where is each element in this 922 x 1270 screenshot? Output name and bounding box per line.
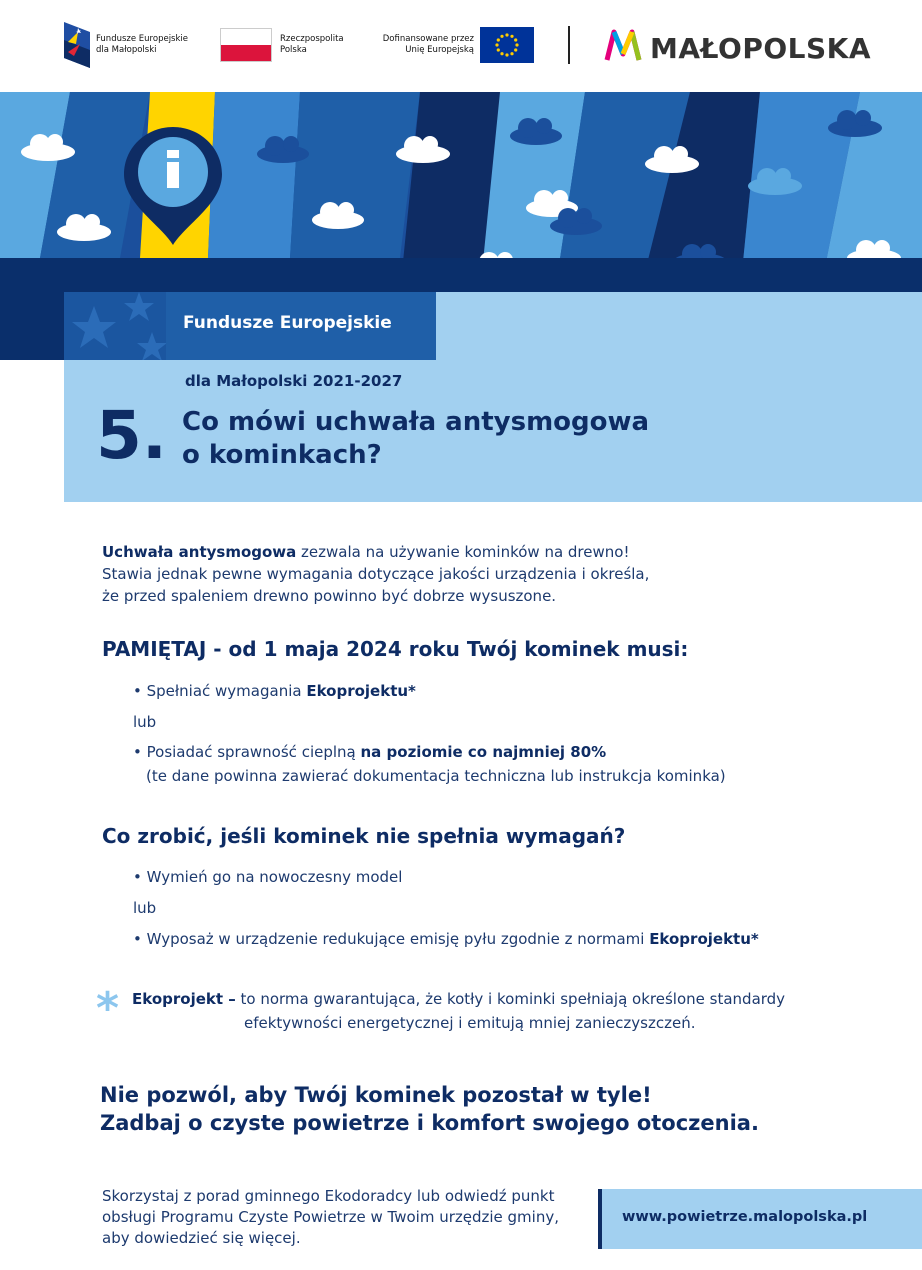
asterisk-icon: * (96, 983, 120, 1034)
stars-decoration (64, 292, 166, 360)
section1-item1 (133, 680, 416, 702)
section1-item1-bold: Ekoprojektu* (306, 682, 416, 700)
footnote-text1: to norma gwarantująca, że kotły i kominki spełniają określone standardy (235, 990, 786, 1008)
footer-url-box (598, 1189, 922, 1249)
fe-logo-line1: Fundusze Europejskie (96, 34, 188, 44)
footnote-line2: efektywności energetycznej i emitują mniej zanieczyszczeń. (244, 1014, 696, 1032)
malopolska-wordmark: MAŁOPOLSKA (650, 32, 872, 65)
section2-item2 (133, 928, 759, 950)
fe-logo-icon (64, 22, 90, 68)
fe-logo-text (96, 34, 188, 56)
section2-heading: Co zrobić, jeśli kominek nie spełnia wymagań? (102, 824, 626, 848)
section1-heading: PAMIĘTAJ - od 1 maja 2024 roku Twój kominek musi: (102, 637, 689, 661)
section1-item2-text: Posiadać sprawność cieplną (146, 743, 361, 761)
intro-bold: Uchwała antysmogowa (102, 543, 297, 561)
program-subtitle: dla Małopolski 2021-2027 (185, 372, 403, 390)
page-title-line2: o kominkach? (182, 440, 382, 470)
footnote-line1 (132, 988, 785, 1010)
section1-item2-note: (te dane powinna zawierać dokumentacja techniczna lub instrukcja kominka) (146, 767, 726, 785)
cta-line1: Nie pozwól, aby Twój kominek pozostał w tyle! (100, 1083, 652, 1107)
stars-icon (64, 292, 166, 360)
cta-line2: Zadbaj o czyste powietrze i komfort swojego otoczenia. (100, 1111, 759, 1135)
section1-item2 (133, 741, 606, 763)
section2-item2-text: Wyposaż w urządzenie redukujące emisję pyłu zgodnie z normami (146, 930, 650, 948)
section2-item1 (133, 866, 402, 888)
rp-line2: Polska (280, 45, 307, 55)
fe-logo-line2: dla Małopolski (96, 45, 157, 55)
footer-text (102, 1186, 559, 1249)
page-title (182, 406, 649, 472)
program-title: Fundusze Europejskie (183, 313, 392, 333)
footer-line1: Skorzystaj z porad gminnego Ekodoradcy lub odwiedź punkt (102, 1187, 555, 1205)
eu-line2: Unię Europejską (405, 45, 474, 55)
leaflet-number: 5. (96, 397, 167, 474)
intro-line2: Stawia jednak pewne wymagania dotyczące jakości urządzenia i określa, (102, 565, 650, 583)
eu-logo-text (372, 34, 474, 56)
logo-divider (568, 26, 570, 64)
footnote-term: Ekoprojekt – (132, 990, 236, 1008)
bullet-icon: • (133, 868, 147, 886)
bullet-icon: • (133, 930, 147, 948)
call-to-action (100, 1081, 759, 1137)
page-title-line1: Co mówi uchwała antysmogowa (182, 407, 650, 437)
website-link[interactable]: www.powietrze.malopolska.pl (622, 1209, 868, 1225)
intro-line1: zezwala na używanie kominków na drewno! (296, 543, 630, 561)
section1-item2-bold: na poziomie co najmniej 80% (360, 743, 607, 761)
poland-flag-icon (220, 28, 272, 62)
footer-line3: aby dowiedzieć się więcej. (102, 1229, 301, 1247)
intro-paragraph (102, 541, 649, 607)
rp-line1: Rzeczpospolita (280, 34, 344, 44)
intro-line3: że przed spaleniem drewno powinno być dobrze wysuszone. (102, 587, 557, 605)
bullet-icon: • (133, 682, 147, 700)
section1-item1-text: Spełniać wymagania (146, 682, 307, 700)
section2-item1-text: Wymień go na nowoczesny model (146, 868, 403, 886)
malopolska-logo-icon (604, 28, 642, 62)
rp-logo-text (280, 34, 344, 56)
logo-bar (0, 0, 922, 92)
bullet-icon: • (133, 743, 147, 761)
footer-line2: obsługi Programu Czyste Powietrze w Twoim urzędzie gminy, (102, 1208, 559, 1226)
eu-flag-icon (480, 27, 534, 63)
section2-or: lub (133, 899, 157, 917)
section1-or: lub (133, 713, 157, 731)
eu-line1: Dofinansowane przez (382, 34, 474, 44)
section2-item2-bold: Ekoprojektu* (649, 930, 759, 948)
